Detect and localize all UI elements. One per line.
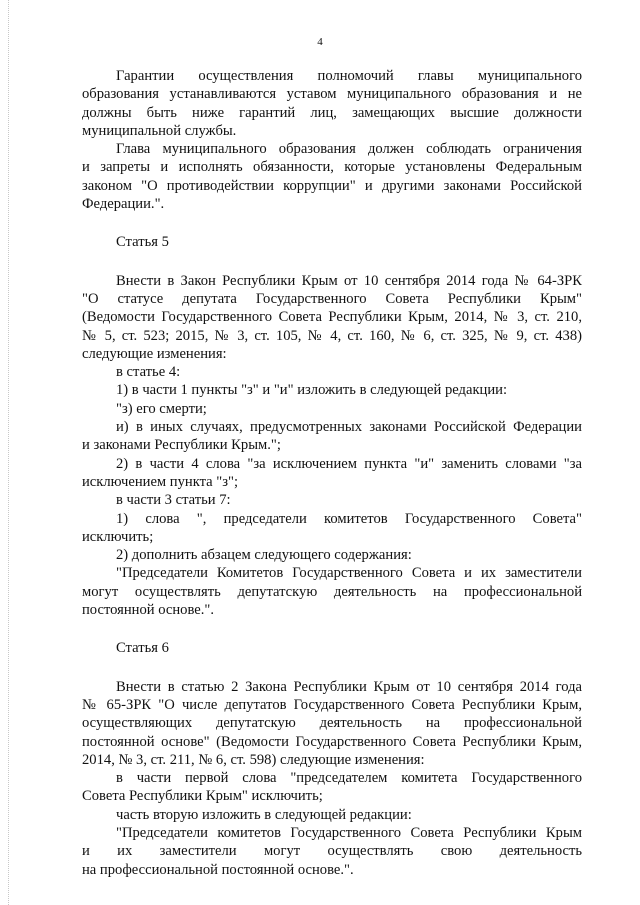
text-line: исключением пункта "з"; [82, 473, 239, 490]
text-line: Совета Республики Крым" исключить; [82, 788, 323, 805]
text-line: Внести в Закон Республики Крым от 10 сентября 2014 года № 64-ЗРК [116, 272, 582, 289]
text-line: "О статусе депутата Государственного Совета Республики Крым" [82, 290, 582, 307]
text-line: № 65-ЗРК "О числе депутатов Государственного Совета Республики Крым, [82, 696, 582, 713]
text-line: в части 3 статьи 7: [116, 492, 231, 509]
text-line: муниципальной службы. [82, 122, 237, 139]
text-line: образования устанавливаются уставом муниципального образования и не [82, 86, 582, 103]
text-line: осуществляющих депутатскую деятельность на профессиональной [82, 715, 582, 732]
text-line: 1) слова ", председатели комитетов Государственного Совета" [116, 510, 582, 527]
text-line: "Председатели Комитетов Государственного Совета и их заместители [116, 565, 582, 582]
text-line: и запреты и исполнять обязанности, которые установлены Федеральным [82, 159, 582, 176]
page-number: 4 [317, 36, 323, 48]
text-line: часть вторую изложить в следующей редакции: [116, 806, 412, 823]
text-line: и) в иных случаях, предусмотренных законами Российской Федерации [116, 419, 582, 436]
text-line: в статье 4: [116, 364, 181, 381]
text-line: могут осуществлять депутатскую деятельность на профессиональной [82, 583, 582, 600]
text-line: должны быть ниже гарантий лиц, замещающих высшие должности [82, 104, 582, 121]
document-body [82, 67, 582, 879]
text-line: на профессиональной постоянной основе.". [82, 861, 354, 878]
text-line: Внести в статью 2 Закона Республики Крым от 10 сентября 2014 года [116, 678, 582, 695]
text-line: 1) в части 1 пункты "з" и "и" изложить в следующей редакции: [116, 382, 508, 399]
text-line: постоянной основе" (Ведомости Государственного Совета Республики Крым, [82, 733, 582, 750]
text-line: "Председатели комитетов Государственного Совета Республики Крым [116, 824, 582, 841]
article-5-heading: Статья 5 [116, 234, 169, 251]
article-6-heading: Статья 6 [116, 640, 169, 657]
text-line: исключить; [82, 528, 154, 545]
text-line: № 5, ст. 523; 2015, № 3, ст. 105, № 4, ст. 160, № 6, ст. 325, № 9, ст. 438) [82, 327, 582, 344]
text-line: в части первой слова "председателем комитета Государственного [116, 770, 582, 787]
text-line: 2) в части 4 слова "за исключением пункта "и" заменить словами "за [116, 455, 582, 472]
text-line: постоянной основе.". [82, 602, 215, 619]
text-line: и их заместители могут осуществлять свою деятельность [82, 843, 582, 860]
text-line: следующие изменения: [82, 345, 227, 362]
text-line: (Ведомости Государственного Совета Республики Крым, 2014, № 3, ст. 210, [82, 309, 582, 326]
text-line: "з) его смерти; [116, 400, 207, 417]
text-line: 2014, № 3, ст. 211, № 6, ст. 598) следующие изменения: [82, 751, 425, 768]
text-line: Гарантии осуществления полномочий главы муниципального [116, 68, 582, 84]
page-edge-dots [8, 0, 9, 905]
text-line: 2) дополнить абзацем следующего содержания: [116, 547, 412, 564]
text-line: Глава муниципального образования должен соблюдать ограничения [116, 141, 582, 158]
text-line: законом "О противодействии коррупции" и другими законами Российской [82, 177, 582, 194]
text-line: Федерации.". [82, 196, 165, 213]
text-line: и законами Республики Крым."; [82, 437, 281, 454]
